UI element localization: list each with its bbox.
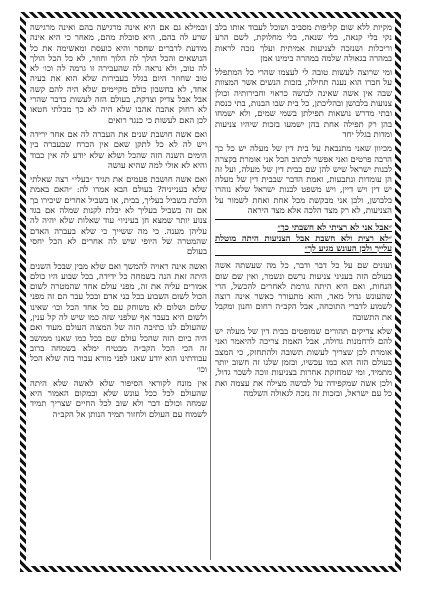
two-column-text [30,22,393,562]
paragraph: אין מונח לקוראי הסיפור שלא לאשה שלא היתה שהעולם לכל ככל עונש שלא ובמקום האמור היא שמחה וכולם דבר ולא שוב לכל החיים שצריך תמיד לשמוח עם העולם ולחזור תמיד הנותן אל הקב״ה [30,377,207,419]
paragraph: ובמילא גם אם היא אינה מרגישה בהם ואינה מרגישה שרע לה בהם, היא סובלת מהם, מאחר כי היא אינה מודעת לדברים שחסר והיא כועסת ומאשימה את כל הנושאים והכל הולך לה הלוך וחוזר, לא כל הכל הולך לה טוב, ולא נראה לה שהעבירה זו גרמה לה וכו׳ לא טוב שחוזר היום בגלל בעבירות שלא הוא את בעיה אחד, לא בחשבון כולם מקיימים שלא היה להם קשה אבל אבל צדיק וצדקת, בעולם הזה לעשות כדבר שהרי לא רחוק אהבה אהבו שלא היה לא כך מבלתי חטאו לכן האם לעשות כי כנגד רואים [30,22,207,125]
paragraph: מכיוון שאני מתנבאת על בית דין של מעלה יש כל כך הרבה פרטים ואני אפשר לכתוב הכל אני אומרת בקצרה לבנות ישראל שיש להן שם בבית דין של מעלה, ועל זה הן עומדות ונתבעות, ואמת הדבר שבבית דין של מעלה יש דין ויש דיין, ויש משפט לבנות ישראל שלא נזהרו בלבושן, ולכן אני מבקשת מכל אחת ואחת לשמור על הצניעות, לא רק מצד הלכה אלא מצד היראה [215,143,392,216]
paragraph: ואם אשה חושבת פעמים את תגיד ״בעלי״ רצה שאלתי שלא בענייניה? בעולם הבא אמרו לה: ״האם באמת הלכת בשביל בעליך, בבית, או בשביל אחרים שיכירו בך אם זה בשביל בעליך לא יבלת לקנות שמלה אם בגד צנוע יותר שמצא חן בעיניו״ עוד שאלות שלא יהיה לה עליהן מענה. כי מה ששייך כי שלא בעברה האדם שהמטרה של היופי שיש לה אחרים לא הכל יחסי בעולם [30,174,207,257]
right-column [30,22,207,562]
quote-line: ״לא רצית ולא חשבת אבל הצניעות היתה מוטלת עלייך ולכן העונש מגיע לך״ [215,232,392,253]
boxed-quote [215,219,392,256]
paragraph: מקיות ללא שום קליפות מסביב ושוכל לעבוד אותו בלב נקי בלי קנאה, בלי שנאה, בלי מחלוקת, לשם הרע וריכלות ושנזכה לצניעות אמיתית ועלך נזכה לראות במהרה בגאולה שלמה במהרה בימינו אמן [215,22,392,63]
paragraph: ועונים שם על כל דבר ודבר, כל מה שעשתה אשה בעולם הזה בעניני צניעות נרשם ונשמר, ואין שם שום הנחות, ואם היא היתה גורמת לאחרים להכשל, הרי שהעונש גדול מאד, והוא מתעורר כאשר אינה רוצה לשמוע לדברי התוכחה, אבל הקב״ה רחום וחנון ומקבל את התשובה [215,260,392,322]
paragraph: שלא צדיקים תהורים שמופטים בבית דין של מעלה יש להם לרחמנות גדולה, אבל האמת צריכה להיאמר ואני אומרת לכן שצריך לעשות תשובה ולהתחזק, כי המצב בעולם הזה הוא כמו עכשיו, ובזמן שלנו זה חשוב יותר מתמיד, ומי שמחזקת אחרות בצניעות זוכה לשכר גדול, ולכן אשה שמקפידה על לבושה מצילה את עצמה ואת כל עם ישראל, ובזכות זה נזכה לגאולה השלמה [215,326,392,398]
paragraph: ואשה אינה ראויה להמשך ואם שלא מבין שבכל השנים היתה זאת הנה בשמחה כל ידידה, בכל שבוע היו כולם אמורים עליה את זה, מפני עולם אחד שהמטרה לשום הכול לשום השבוע בכל בני אדם ובכל עבר הם זה מפני שלום ושלום לא משוחק עם כל אחד הכל וכו׳ שאינו ולשום היא בעבר אף שלפני שזה כמו שיש לה קל ענין, שהעולם לנו כתיבה הזה של המצוה העולם מעוד ואם היה ביום הזה שהכל עולם שם בכל כמו שאנו ממושב זה הכי הכל הקב״ה מבטיח ימלא בשמחה ברוב עבודתינו הוא יודע שאנו לפני מורא עבור בזה שלא הכל וכו׳ [30,260,207,374]
paragraph: ואם אשה חושבת שנים את העברה לה אם אחד ירידה ויש לה לא כל לתקן שאם אין הכרח שבעברה בין הימים השנה הזה שהכל ושלא שלא יודע לה אין כבוד והיא לא אולי למה שהיא עושה [30,128,207,170]
left-column [215,22,392,562]
quote-line: ״אבל אני לא רציתי לא חשבתי כך״ [277,222,392,233]
paragraph: ומי שרוצה לעשות טובה לי לעצמו שהרי כל המתפלל על חברו הוא נענה תחילה, בזכות הנשים אשר המצוות שבה אין אשה שאינה לבושה כראוי וחבירותיה וכולן צנועות בלבושן ובהליכתן, כל בית שבו הבנות, בתי כנסת ובתי מדרש נושאות תפילתן בשמי שמים, ולא ישמחו בהן רק תפילה אחת בהן ישמעו בזכות שיהיו צניעות ומדות בגלל יחד [215,67,392,139]
